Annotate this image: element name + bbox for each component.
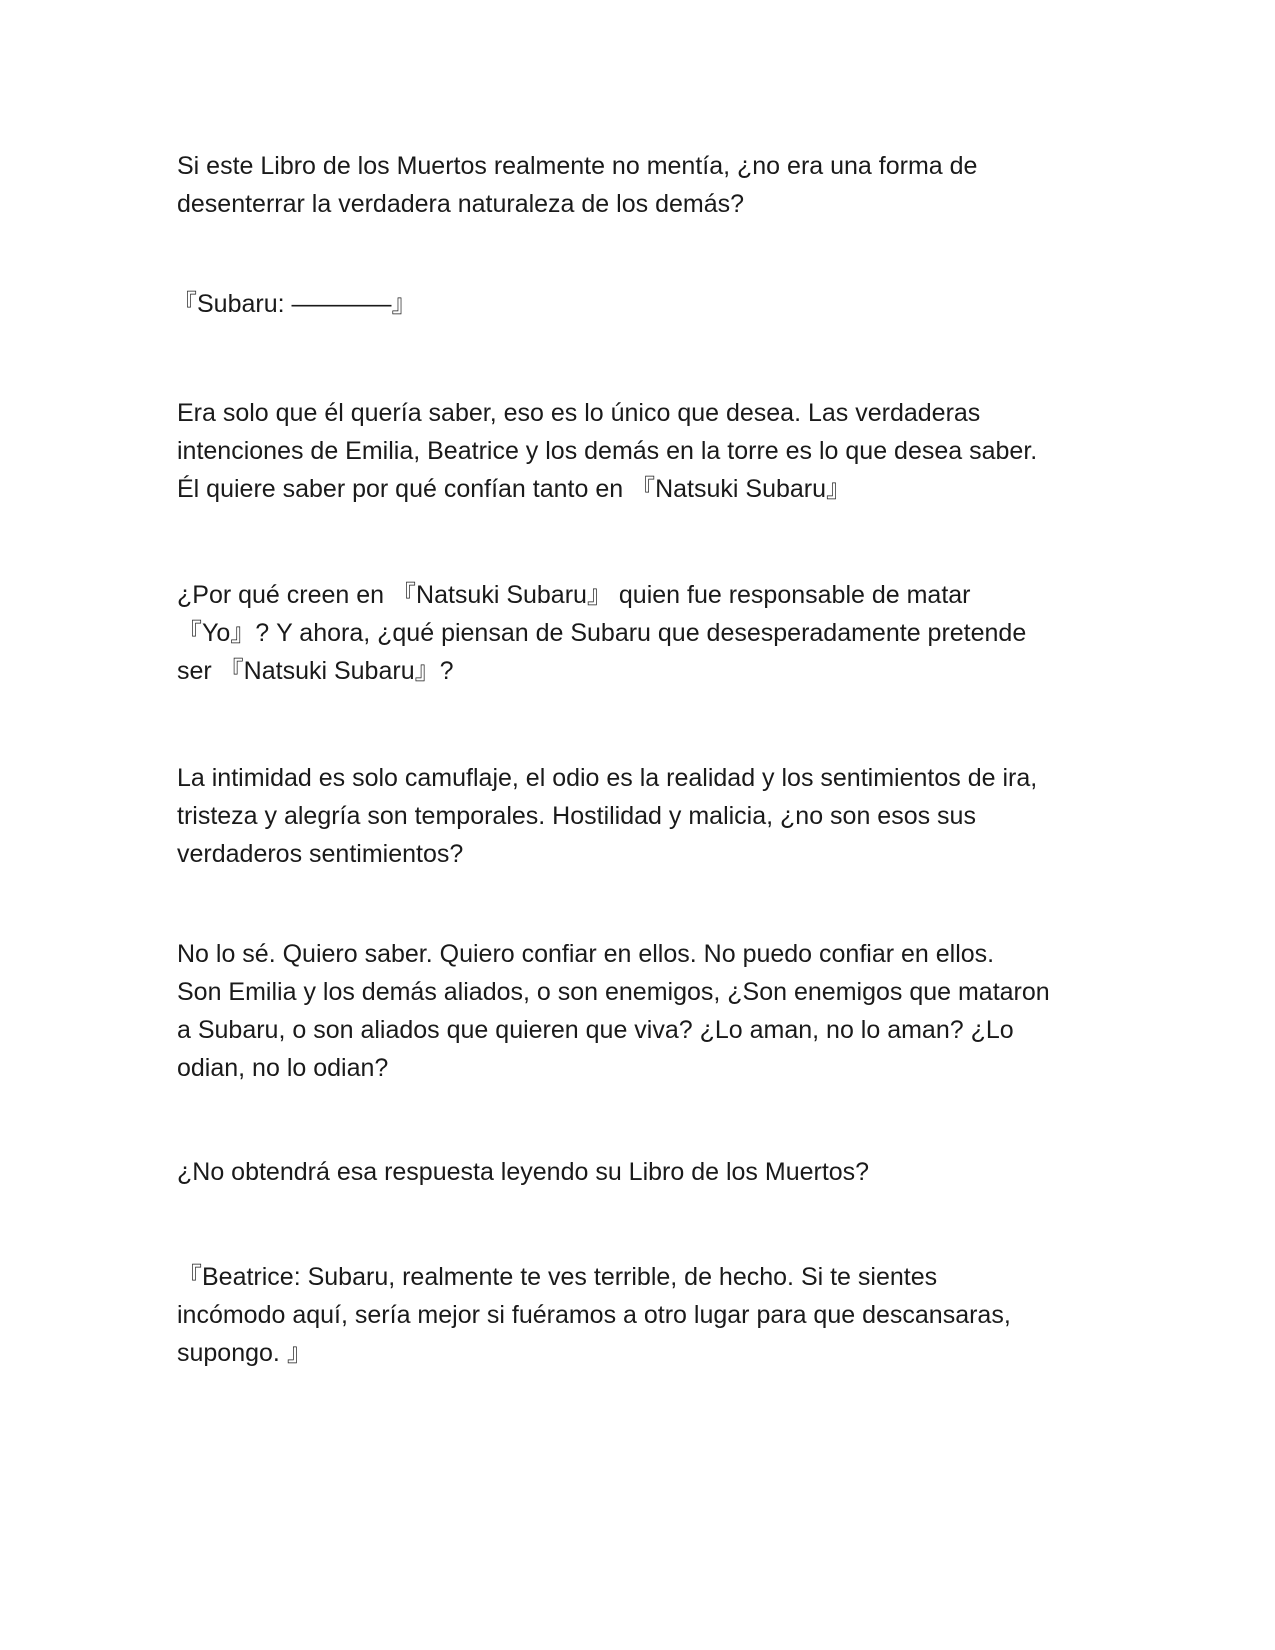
paragraph-wanting-to-know xyxy=(177,394,1117,508)
text-line: Él quiere saber por qué confían tanto en 『Natsuki Subaru』 xyxy=(177,475,852,503)
text-line: 『Subaru: ————』 xyxy=(172,290,417,318)
paragraph-book-of-dead-question xyxy=(177,147,1117,223)
text-line: odian, no lo odian? xyxy=(177,1054,389,1082)
text-line: 『Beatrice: Subaru, realmente te ves terrible, de hecho. Si te sientes xyxy=(177,1263,938,1291)
paragraph-why-believe xyxy=(177,576,1117,690)
text-line: 『Yo』? Y ahora, ¿qué piensan de Subaru que desesperadamente pretende xyxy=(177,619,1027,647)
text-line: Era solo que él quería saber, eso es lo único que desea. Las verdaderas xyxy=(177,399,981,427)
text-line: incómodo aquí, sería mejor si fuéramos a otro lugar para que descansaras, xyxy=(177,1301,1011,1329)
text-line: Son Emilia y los demás aliados, o son enemigos, ¿Son enemigos que mataron xyxy=(177,978,1050,1006)
text-line: a Subaru, o son aliados que quieren que viva? ¿Lo aman, no lo aman? ¿Lo xyxy=(177,1016,1014,1044)
text-line: verdaderos sentimientos? xyxy=(177,840,464,868)
text-line: La intimidad es solo camuflaje, el odio es la realidad y los sentimientos de ira, xyxy=(177,764,1038,792)
text-line: ¿Por qué creen en 『Natsuki Subaru』 quien fue responsable de matar xyxy=(177,581,971,609)
paragraph-subaru-dialogue xyxy=(172,285,1112,323)
paragraph-answer-question xyxy=(177,1153,1117,1191)
paragraph-intimacy-camouflage xyxy=(177,759,1117,873)
text-line: ¿No obtendrá esa respuesta leyendo su Libro de los Muertos? xyxy=(177,1158,870,1186)
text-line: No lo sé. Quiero saber. Quiero confiar en ellos. No puedo confiar en ellos. xyxy=(177,940,995,968)
paragraph-beatrice-dialogue xyxy=(177,1258,1117,1372)
text-line: intenciones de Emilia, Beatrice y los demás en la torre es lo que desea saber. xyxy=(177,437,1038,465)
text-line: supongo. 』 xyxy=(177,1339,312,1367)
text-line: ser 『Natsuki Subaru』? xyxy=(177,657,454,685)
text-line: Si este Libro de los Muertos realmente no mentía, ¿no era una forma de xyxy=(177,152,978,180)
paragraph-dont-know xyxy=(177,935,1117,1087)
text-line: tristeza y alegría son temporales. Hostilidad y malicia, ¿no son esos sus xyxy=(177,802,976,830)
text-line: desenterrar la verdadera naturaleza de los demás? xyxy=(177,190,745,218)
